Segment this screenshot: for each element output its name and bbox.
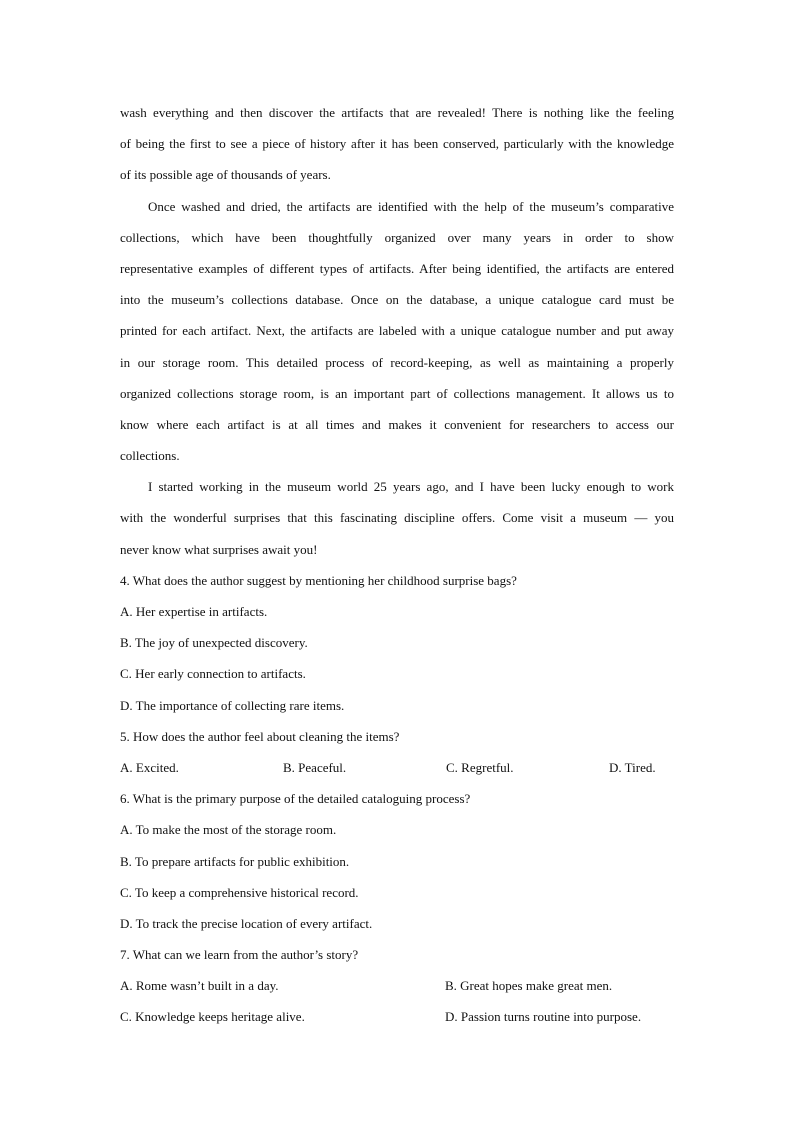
answer-option[interactable]: B. The joy of unexpected discovery.	[120, 635, 308, 651]
answer-option[interactable]: D. To track the precise location of every artifact.	[120, 915, 373, 931]
answer-option[interactable]: A. Rome wasn’t built in a day.	[120, 978, 279, 994]
passage-line: of being the first to see a piece of history after it has been conserved, particularly with the knowledge	[120, 136, 674, 152]
passage-line: wash everything and then discover the artifacts that are revealed! There is nothing like the feeling	[120, 105, 674, 120]
passage-line: organized collections storage room, is an important part of collections management. It allows us to	[120, 385, 674, 401]
passage-line: printed for each artifact. Next, the artifacts are labeled with a unique catalogue number and put away	[120, 323, 674, 339]
question-7	[120, 939, 674, 1033]
answer-option[interactable]: B. Great hopes make great men.	[445, 978, 613, 994]
answer-option[interactable]: A. To make the most of the storage room.	[120, 822, 337, 838]
passage-line: collections.	[120, 448, 180, 464]
answer-option[interactable]: C. Her early connection to artifacts.	[120, 666, 306, 682]
answer-option[interactable]: D. The importance of collecting rare items.	[120, 697, 345, 713]
answer-option[interactable]: B. To prepare artifacts for public exhibition.	[120, 853, 350, 869]
answer-option[interactable]: D. Passion turns routine into purpose.	[445, 1009, 642, 1025]
question-6	[120, 783, 674, 939]
question-stem: 4. What does the author suggest by mentioning her childhood surprise bags?	[120, 572, 517, 588]
document-page	[120, 97, 674, 1033]
answer-options-row	[120, 752, 674, 783]
answer-option[interactable]: D. Tired.	[609, 759, 656, 775]
answer-options-row	[120, 970, 674, 1001]
answer-option[interactable]: A. Her expertise in artifacts.	[120, 604, 268, 619]
passage-line: in our storage room. This detailed process of record-keeping, as well as maintaining a properly	[120, 354, 674, 370]
question-stem: 7. What can we learn from the author’s story?	[120, 947, 359, 963]
passage-line: never know what surprises await you!	[120, 541, 318, 557]
passage-line: of its possible age of thousands of years.	[120, 167, 331, 183]
passage-line: Once washed and dried, the artifacts are identified with the help of the museum’s comparative	[148, 198, 674, 214]
answer-option[interactable]: A. Excited.	[120, 759, 179, 775]
question-4	[120, 565, 674, 721]
answer-option[interactable]: C. Regretful.	[446, 759, 514, 775]
passage-line: representative examples of different types of artifacts. After being identified, the artifacts are entered	[120, 260, 674, 276]
passage-line: know where each artifact is at all times and makes it convenient for researchers to access our	[120, 416, 674, 432]
passage	[120, 97, 674, 565]
answer-option[interactable]: C. To keep a comprehensive historical record.	[120, 884, 359, 900]
question-stem: 5. How does the author feel about cleaning the items?	[120, 728, 400, 744]
answer-option[interactable]: B. Peaceful.	[283, 759, 347, 775]
question-5	[120, 721, 674, 783]
passage-line: collections, which have been thoughtfully organized over many years in order to show	[120, 229, 674, 245]
passage-line: into the museum’s collections database. Once on the database, a unique catalogue card must be	[120, 292, 674, 308]
question-stem: 6. What is the primary purpose of the detailed cataloguing process?	[120, 791, 471, 807]
answer-option[interactable]: C. Knowledge keeps heritage alive.	[120, 1009, 305, 1025]
answer-options-row	[120, 1001, 674, 1032]
passage-line: I started working in the museum world 25 years ago, and I have been lucky enough to work	[148, 479, 674, 495]
passage-line: with the wonderful surprises that this fascinating discipline offers. Come visit a museum — you	[120, 510, 674, 526]
